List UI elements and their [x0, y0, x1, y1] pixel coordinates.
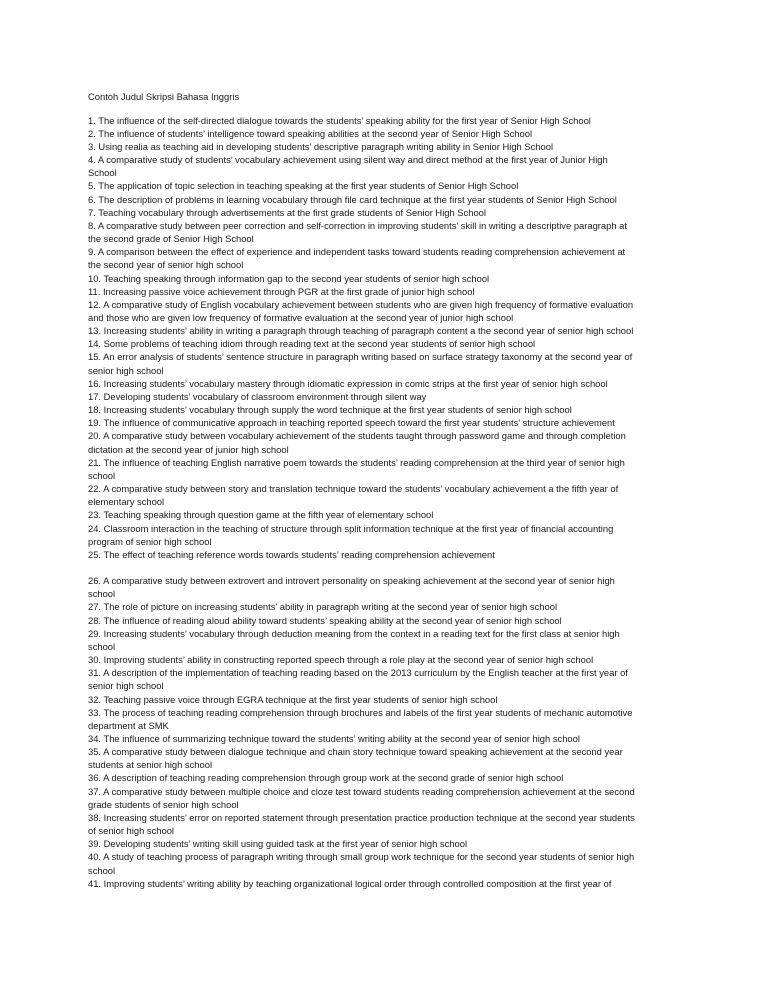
blank-line	[88, 561, 698, 574]
document-page	[88, 90, 698, 890]
list-item-text: 40. A study of teaching process of paragraph writing through small group work technique for the second year students of senior high	[88, 851, 635, 863]
list-item-text: 19. The influence of communicative approach in teaching reported speech toward the first year students’ structure achievement	[88, 417, 615, 429]
list-item	[88, 522, 698, 548]
list-item-text: school	[88, 640, 116, 652]
list-item-text: 7. Teaching vocabulary through advertisements at the first grade students of Senior High School	[88, 206, 486, 218]
list-item-text: 41. Improving students’ writing ability by teaching organizational logical order through controlled composition at the first year of	[88, 877, 612, 889]
list-item-text: 20. A comparative study between vocabulary achievement of the students taught through password game and through completion	[88, 430, 626, 442]
list-item	[88, 508, 698, 521]
list-item-text: 13. Increasing students’ ability in writing a paragraph through teaching of paragraph content a the second year of senior high school	[88, 325, 634, 337]
list-item-text: 10. Teaching speaking through information gap to the second year students of senior high school	[88, 272, 490, 284]
list-item-text: 36. A description of teaching reading comprehension through group work at the second grade of senior high school	[88, 772, 564, 784]
list-item-text: dictation at the second year of junior high school	[88, 443, 289, 455]
list-item	[88, 548, 698, 561]
document-title: Contoh Judul Skripsi Bahasa Inggris	[88, 91, 240, 102]
list-item-text: 32. Teaching passive voice through EGRA technique at the first year students of senior high school	[88, 693, 498, 705]
list-item-text: 33. The process of teaching reading comprehension through brochures and labels of the first year students of mechanic automotive	[88, 706, 633, 718]
list-item	[88, 850, 698, 876]
list-item-text: the second year of senior high school	[88, 259, 244, 271]
list-item-text: 35. A comparative study between dialogue technique and chain story technique toward speaking achievement at the second year	[88, 746, 623, 758]
list-item-text: 29. Increasing students’ vocabulary through deduction meaning from the context in a reading text for the first class at senior high	[88, 627, 620, 639]
list-item-text: school	[88, 864, 116, 876]
list-item-text: 22. A comparative study between story and translation technique toward the students’ vocabulary achievement a the fifth year of	[88, 483, 619, 495]
list-item-text: the second grade of Senior High School	[88, 233, 254, 245]
list-item	[88, 193, 698, 206]
list-item	[88, 245, 698, 271]
list-item	[88, 140, 698, 153]
list-item	[88, 179, 698, 192]
list-item	[88, 153, 698, 179]
list-item-text: 12. A comparative study of English vocabulary achievement between students who are given high frequency of formative evaluation	[88, 298, 634, 310]
list-item-text: program of senior high school	[88, 535, 212, 547]
list-item-text: elementary school	[88, 496, 165, 508]
list-item-text: 37. A comparative study between multiple choice and cloze test toward students reading comprehension achievement at the second	[88, 785, 635, 797]
list-item	[88, 377, 698, 390]
thesis-title-list	[88, 114, 698, 890]
list-item	[88, 456, 698, 482]
list-item-text: of senior high school	[88, 825, 174, 837]
list-item	[88, 627, 698, 653]
list-item	[88, 429, 698, 455]
list-item	[88, 771, 698, 784]
list-item-text: 34. The influence of summarizing technique toward the students’ writing ability at the second year of senior high school	[88, 732, 580, 744]
list-item	[88, 837, 698, 850]
list-item-text: 24. Classroom interaction in the teaching of structure through split information technique at the first year of financial accounting	[88, 522, 614, 534]
list-item-text: senior high school	[88, 680, 164, 692]
list-item	[88, 732, 698, 745]
list-item	[88, 350, 698, 376]
list-item-text: 3. Using realia as teaching aid in developing students’ descriptive paragraph writing ability in Senior High School	[88, 140, 554, 152]
list-item-text: senior high school	[88, 364, 164, 376]
list-item-text: 18. Increasing students’ vocabulary through supply the word technique at the first year students of senior high school	[88, 404, 572, 416]
list-item	[88, 403, 698, 416]
list-item-text: 26. A comparative study between extrovert and introvert personality on speaking achievement at the second year of senior high	[88, 575, 615, 587]
list-item	[88, 416, 698, 429]
list-item	[88, 219, 698, 245]
list-item	[88, 337, 698, 350]
list-item-text: 38. Increasing students’ error on reported statement through presentation practice production technique at the second year students	[88, 811, 635, 823]
list-item	[88, 614, 698, 627]
list-item-text: 4. A comparative study of students’ vocabulary achievement using silent way and direct method at the first year of Junior High	[88, 154, 608, 166]
list-item	[88, 745, 698, 771]
list-item	[88, 693, 698, 706]
list-item	[88, 285, 698, 298]
list-item-text: 9. A comparison between the effect of experience and independent tasks toward students reading comprehension achievement at	[88, 246, 626, 258]
list-item-text: school	[88, 469, 116, 481]
list-item-text: 11. Increasing passive voice achievement through PGR at the first grade of junior high school	[88, 285, 475, 297]
list-item-text: 2. The influence of students’ intelligence toward speaking abilities at the second year of Senior High School	[88, 127, 533, 139]
list-item	[88, 706, 698, 732]
list-item-text: 31. A description of the implementation of teaching reading based on the 2013 curriculum by the English teacher at the first year of	[88, 667, 628, 679]
list-item	[88, 877, 698, 890]
list-item-text: grade students of senior high school	[88, 798, 239, 810]
list-item	[88, 298, 698, 324]
list-item	[88, 574, 698, 600]
list-item-text: 39. Developing students’ writing skill using guided task at the first year of senior high school	[88, 838, 468, 850]
list-item-text: 17. Developing students’ vocabulary of classroom environment through silent way	[88, 390, 427, 402]
list-item	[88, 600, 698, 613]
list-item-text: 21. The influence of teaching English narrative poem towards the students’ reading comprehension at the third year of senior high	[88, 456, 625, 468]
list-item-text: 16. Increasing students’ vocabulary mastery through idiomatic expression in comic strips at the first year of senior high school	[88, 377, 608, 389]
list-item	[88, 653, 698, 666]
list-item-text: School	[88, 167, 117, 179]
list-item	[88, 390, 698, 403]
list-item	[88, 272, 698, 285]
list-item-text: 15. An error analysis of students’ sentence structure in paragraph writing based on surface strategy taxonomy at the second year of	[88, 351, 633, 363]
list-item-text: 28. The influence of reading aloud ability toward students’ speaking ability at the second year of senior high school	[88, 614, 562, 626]
list-item	[88, 114, 698, 127]
list-item-text: 14. Some problems of teaching idiom through reading text at the second year students of senior high school	[88, 338, 536, 350]
list-item-text: 30. Improving students’ ability in constructing reported speech through a role play at the second year of senior high school	[88, 654, 594, 666]
list-item-text: 25. The effect of teaching reference words towards students’ reading comprehension achievement	[88, 548, 495, 560]
list-item	[88, 482, 698, 508]
list-item	[88, 127, 698, 140]
list-item	[88, 811, 698, 837]
list-item-text: 23. Teaching speaking through question game at the fifth year of elementary school	[88, 509, 434, 521]
list-item	[88, 666, 698, 692]
list-item-text: 6. The description of problems in learning vocabulary through file card technique at the first year students of Senior High School	[88, 193, 617, 205]
list-item	[88, 785, 698, 811]
list-item	[88, 206, 698, 219]
list-item-text: 5. The application of topic selection in teaching speaking at the first year students of Senior High School	[88, 180, 519, 192]
list-item-text: department at SMK	[88, 719, 169, 731]
list-item-text: 8. A comparative study between peer correction and self-correction in improving students’ skill in writing a descriptive paragraph at	[88, 219, 627, 231]
list-item-text: 27. The role of picture on increasing students’ ability in paragraph writing at the second year of senior high school	[88, 601, 558, 613]
list-item-text: 1. The influence of the self-directed dialogue towards the students’ speaking ability for the first year of Senior High School	[88, 114, 591, 126]
list-item-text: and those who are given low frequency of formative evaluation at the second year of junior high school	[88, 312, 514, 323]
list-item-text: school	[88, 588, 116, 600]
list-item-text: students at senior high school	[88, 759, 213, 771]
list-item	[88, 324, 698, 337]
